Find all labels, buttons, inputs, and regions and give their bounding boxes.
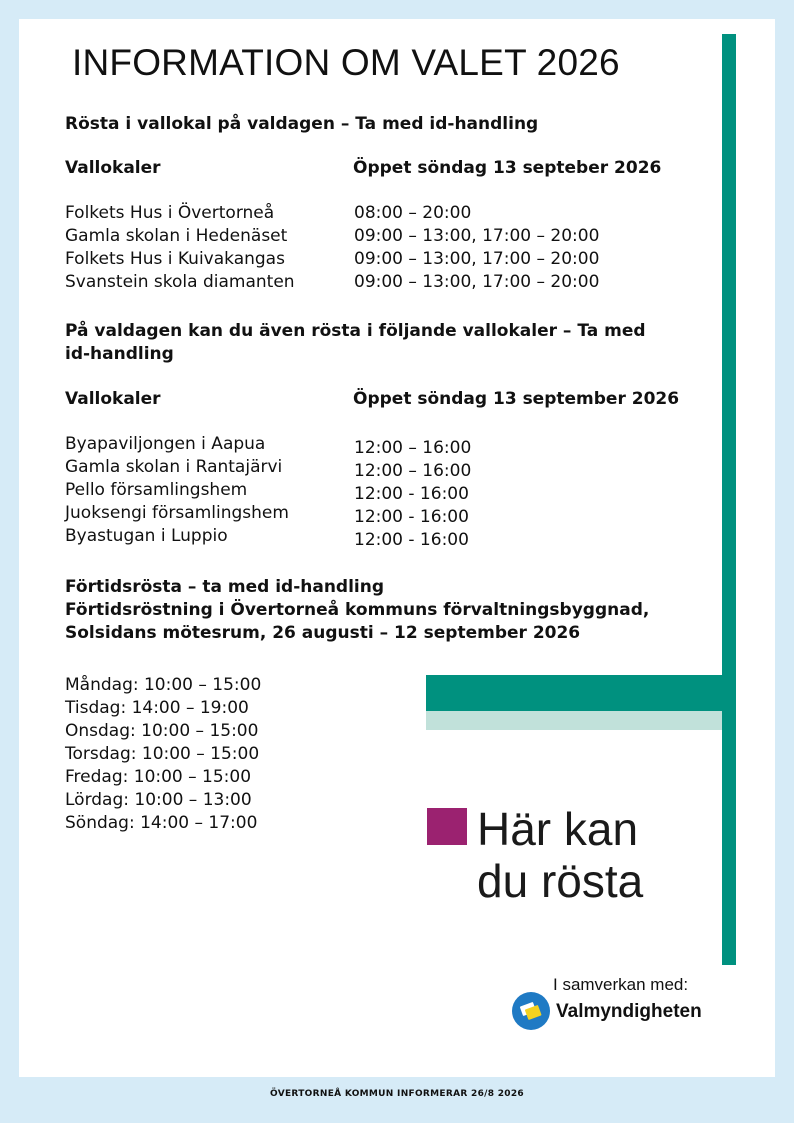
- vertical-accent-bar: [722, 34, 736, 965]
- valmyndigheten-logo-icon: [512, 992, 550, 1030]
- slogan-line1: Här kan: [477, 803, 639, 855]
- list-item: Folkets Hus i Övertorneå: [65, 203, 275, 223]
- list-item: 12:00 - 16:00: [354, 507, 469, 527]
- list-item: 12:00 - 16:00: [354, 484, 469, 504]
- section2-heading-line1: På valdagen kan du även rösta i följande vallokaler – Ta med: [65, 321, 646, 341]
- list-item: 12:00 – 16:00: [354, 438, 472, 458]
- cooperation-label: I samverkan med:: [553, 975, 689, 994]
- section3-heading-line1: Förtidsrösta – ta med id-handling: [65, 577, 385, 597]
- list-item: Byapaviljongen i Aapua: [65, 434, 266, 454]
- section3-heading: [65, 576, 649, 645]
- section3-heading-line3: Solsidans mötesrum, 26 augusti – 12 september 2026: [65, 623, 581, 643]
- list-item: Svanstein skola diamanten: [65, 272, 295, 292]
- list-item: 09:00 – 13:00, 17:00 – 20:00: [354, 226, 600, 246]
- list-item: Gamla skolan i Rantajärvi: [65, 457, 283, 477]
- section1-col-right: Öppet söndag 13 septeber 2026: [353, 158, 662, 178]
- list-item: 08:00 – 20:00: [354, 203, 472, 223]
- list-item: Juoksengi församlingshem: [65, 503, 289, 523]
- list-item: Måndag: 10:00 – 15:00: [65, 675, 262, 695]
- list-item: Fredag: 10:00 – 15:00: [65, 767, 252, 787]
- section3-heading-line2: Förtidsröstning i Övertorneå kommuns förvaltningsbyggnad,: [65, 600, 650, 620]
- list-item: Tisdag: 14:00 – 19:00: [65, 698, 249, 718]
- list-item: 12:00 - 16:00: [354, 530, 469, 550]
- section1-places: [65, 202, 295, 294]
- section2-heading: [65, 320, 646, 366]
- section1-hours: [354, 202, 599, 294]
- list-item: Söndag: 14:00 – 17:00: [65, 813, 258, 833]
- section2-hours: [354, 437, 471, 552]
- partner-name: Valmyndigheten: [556, 1001, 702, 1022]
- magenta-square-icon: [427, 808, 467, 845]
- list-item: 09:00 – 13:00, 17:00 – 20:00: [354, 249, 600, 269]
- list-item: Torsdag: 10:00 – 15:00: [65, 744, 260, 764]
- slogan-line2: du rösta: [477, 855, 644, 907]
- section2-col-left: Vallokaler: [65, 389, 161, 409]
- list-item: Pello församlingshem: [65, 480, 248, 500]
- list-item: Byastugan i Luppio: [65, 526, 228, 546]
- horizontal-accent-bar-light: [426, 711, 722, 730]
- list-item: 09:00 – 13:00, 17:00 – 20:00: [354, 272, 600, 292]
- early-voting-days: [65, 674, 261, 835]
- list-item: 12:00 – 16:00: [354, 461, 472, 481]
- list-item: Gamla skolan i Hedenäset: [65, 226, 288, 246]
- section2-col-right: Öppet söndag 13 september 2026: [353, 389, 680, 409]
- list-item: Lördag: 10:00 – 13:00: [65, 790, 252, 810]
- section1-col-left: Vallokaler: [65, 158, 161, 178]
- footer: ÖVERTORNEÅ KOMMUN INFORMERAR 26/8 2026: [270, 1089, 524, 1099]
- section2-heading-line2: id-handling: [65, 344, 174, 364]
- horizontal-accent-bar: [426, 675, 736, 711]
- section2-places: [65, 433, 289, 548]
- slogan: [477, 803, 643, 907]
- list-item: Onsdag: 10:00 – 15:00: [65, 721, 259, 741]
- section1-heading: Rösta i vallokal på valdagen – Ta med id-handling: [65, 114, 539, 134]
- page-title: INFORMATION OM VALET 2026: [72, 42, 620, 83]
- list-item: Folkets Hus i Kuivakangas: [65, 249, 285, 269]
